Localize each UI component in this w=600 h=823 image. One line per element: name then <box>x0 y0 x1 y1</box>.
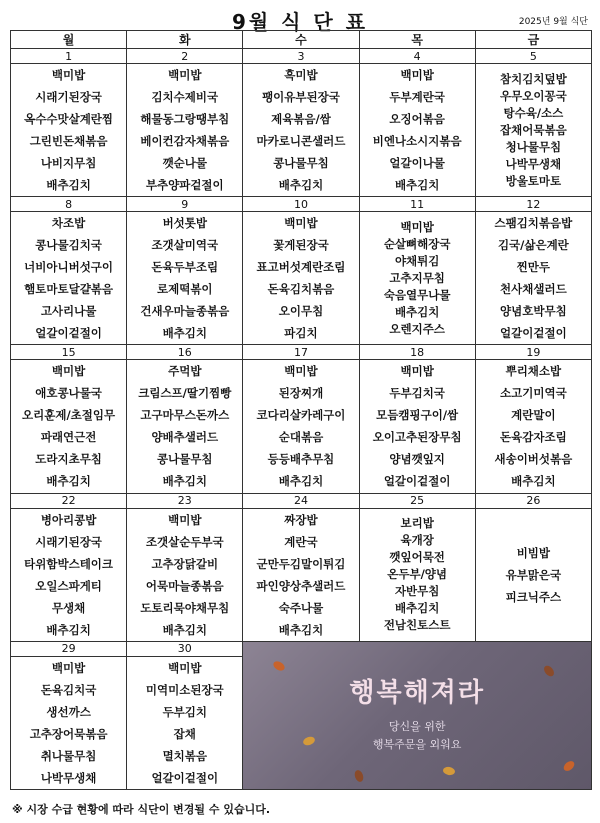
menu-item: 시래기된장국 <box>35 90 102 105</box>
menu-item: 자반무침 <box>394 584 440 599</box>
menu-item: 조갯살미역국 <box>151 238 219 253</box>
menu-item: 배추김치 <box>46 178 91 193</box>
menu-item: 병아리콩밥 <box>40 512 97 527</box>
menu-item: 깻잎어묵전 <box>389 550 445 565</box>
menu-cell <box>475 212 591 345</box>
date-number: 26 <box>475 493 591 508</box>
weekday-fri: 금 <box>475 31 591 49</box>
menu-item: 백미밥 <box>284 216 318 231</box>
menu-item: 배추김치 <box>46 622 91 637</box>
menu-row <box>11 360 592 493</box>
date-number: 29 <box>11 641 127 656</box>
menu-item: 어묵마늘종볶음 <box>145 578 224 593</box>
menu-item: 찐만두 <box>516 260 551 275</box>
menu-item: 얼갈이겉절이 <box>383 474 451 489</box>
date-number: 12 <box>475 197 591 212</box>
menu-item: 옥수수맛살계란찜 <box>24 112 114 127</box>
menu-item: 백미밥 <box>168 660 202 675</box>
menu-item: 백미밥 <box>284 364 318 379</box>
menu-item: 양배추샐러드 <box>151 430 219 445</box>
menu-cell <box>11 508 127 641</box>
menu-item: 배추김치 <box>162 474 207 489</box>
page-title: 9월 식 단 표 <box>231 10 369 34</box>
menu-item: 고추장어묵볶음 <box>29 726 108 741</box>
menu-cell <box>359 212 475 345</box>
decorative-banner <box>243 641 592 789</box>
menu-item: 등등배추무침 <box>267 452 335 467</box>
menu-cell <box>359 508 475 641</box>
menu-item: 배추김치 <box>394 304 440 319</box>
date-number: 23 <box>127 493 243 508</box>
menu-item: 육개장 <box>400 533 434 548</box>
menu-item: 팽이유부된장국 <box>262 90 340 105</box>
date-number: 16 <box>127 345 243 360</box>
menu-cell <box>243 508 359 641</box>
menu-item: 배추김치 <box>46 474 91 489</box>
date-number: 9 <box>127 197 243 212</box>
menu-item: 배추김치 <box>394 601 440 616</box>
menu-cell <box>359 64 475 197</box>
menu-item: 백미밥 <box>51 68 86 83</box>
menu-item: 청나물무침 <box>505 139 562 154</box>
menu-item: 생선까스 <box>46 704 91 719</box>
menu-item: 순대볶음 <box>278 430 324 445</box>
menu-item: 두부김치 <box>162 704 207 719</box>
weekday-wed: 수 <box>243 31 359 49</box>
menu-item: 파래연근전 <box>40 430 97 445</box>
menu-item: 배추김치 <box>162 622 207 637</box>
menu-item: 보리밥 <box>400 516 434 531</box>
menu-cell <box>127 360 243 493</box>
menu-item: 배추김치 <box>162 326 207 341</box>
footnote: ※ 시장 수급 현황에 따라 식단이 변경될 수 있습니다. <box>12 803 271 816</box>
date-number: 1 <box>11 49 127 64</box>
menu-item: 탕수육/소스 <box>503 105 564 120</box>
menu-item: 백미밥 <box>51 364 86 379</box>
menu-cell <box>11 64 127 197</box>
menu-item: 백미밥 <box>400 68 434 83</box>
menu-item: 계란국 <box>284 534 318 549</box>
date-row <box>11 641 592 656</box>
menu-item: 백미밥 <box>400 364 434 379</box>
date-number: 8 <box>11 197 127 212</box>
menu-item: 차조밥 <box>51 216 86 231</box>
banner-title: 행복해져라 <box>349 677 485 708</box>
menu-item: 두부계란국 <box>389 90 445 105</box>
menu-item: 소고기미역국 <box>500 386 567 401</box>
menu-item: 흑미밥 <box>284 68 318 83</box>
menu-item: 피크닉주스 <box>505 589 562 604</box>
menu-item: 나비지무침 <box>40 156 97 171</box>
menu-item: 돈육김치볶음 <box>267 282 335 297</box>
menu-item: 오일스파게티 <box>35 578 102 593</box>
menu-item: 베이컨감자채볶음 <box>140 134 230 149</box>
menu-item: 콩나물김치국 <box>35 238 102 253</box>
date-row <box>11 493 592 508</box>
menu-item: 파인양상추샐러드 <box>256 578 346 593</box>
menu-item: 너비아니버섯구이 <box>24 260 114 275</box>
banner-line-1: 당신을 위한 <box>388 719 446 733</box>
date-number: 11 <box>359 197 475 212</box>
weekday-thu: 목 <box>359 31 475 49</box>
menu-cell <box>127 64 243 197</box>
menu-item: 해물동그랑땡부침 <box>140 112 230 127</box>
menu-cell <box>11 656 127 789</box>
menu-item: 백미밥 <box>168 512 202 527</box>
menu-item: 새송이버섯볶음 <box>494 452 573 467</box>
menu-item: 파김치 <box>284 326 318 341</box>
menu-item: 배추김치 <box>278 474 324 489</box>
date-number: 10 <box>243 197 359 212</box>
menu-item: 백미밥 <box>168 68 202 83</box>
menu-item: 고사리나물 <box>40 304 97 319</box>
menu-cell <box>11 212 127 345</box>
date-number: 18 <box>359 345 475 360</box>
menu-item: 표고버섯계란조림 <box>256 260 346 275</box>
menu-item: 마카로니콘샐러드 <box>256 134 346 149</box>
menu-item: 방울토마토 <box>505 173 562 188</box>
menu-item: 콩나물무침 <box>273 156 329 171</box>
menu-item: 크림스프/딸기찜빵 <box>138 386 232 401</box>
menu-table <box>10 30 592 790</box>
weekday-header-row <box>11 31 592 49</box>
menu-item: 무생채 <box>51 600 86 615</box>
menu-item: 된장찌개 <box>278 386 324 401</box>
date-row <box>11 197 592 212</box>
menu-item: 도토리묵야채무침 <box>140 600 230 615</box>
menu-item: 타위함박스테이크 <box>24 556 114 571</box>
menu-item: 시래기된장국 <box>35 534 102 549</box>
menu-item: 숙음열무나물 <box>383 287 451 302</box>
menu-item: 제육볶음/쌈 <box>271 112 331 127</box>
menu-item: 주먹밥 <box>168 364 202 379</box>
menu-item: 돈육김치국 <box>40 682 97 697</box>
menu-item: 햄토마토달걀볶음 <box>24 282 114 297</box>
menu-item: 고구마무스돈까스 <box>140 408 230 423</box>
menu-item: 오리훈제/초절임무 <box>22 408 116 423</box>
menu-item: 로제떡볶이 <box>157 282 213 297</box>
menu-item: 순살뼈해장국 <box>383 236 451 251</box>
menu-row <box>11 508 592 641</box>
menu-item: 양념깻잎지 <box>389 452 445 467</box>
menu-item: 뿌리채소밥 <box>505 364 562 379</box>
date-row <box>11 345 592 360</box>
menu-cell <box>359 360 475 493</box>
menu-item: 나박무생채 <box>505 156 562 171</box>
menu-item: 콩나물무침 <box>157 452 213 467</box>
menu-item: 유부맑은국 <box>505 567 562 582</box>
menu-item: 온두부/양념 <box>387 567 448 582</box>
menu-item: 멸치볶음 <box>162 748 207 763</box>
menu-item: 비엔나소시지볶음 <box>372 134 462 149</box>
date-number: 24 <box>243 493 359 508</box>
menu-item: 군만두김말이튀김 <box>256 556 346 571</box>
menu-item: 김국/삶은계란 <box>497 238 569 253</box>
menu-item: 배추김치 <box>511 474 556 489</box>
menu-item: 고추장닭갈비 <box>151 556 219 571</box>
menu-item: 그린빈돈채볶음 <box>29 134 108 149</box>
menu-item: 얼갈이나물 <box>389 156 445 171</box>
menu-cell <box>11 360 127 493</box>
menu-item: 오이고추된장무침 <box>372 430 462 445</box>
menu-item: 두부김치국 <box>389 386 445 401</box>
menu-item: 깻순나물 <box>162 156 207 171</box>
menu-item: 나박무생채 <box>40 770 97 785</box>
menu-item: 스팸김치볶음밥 <box>494 216 573 231</box>
menu-item: 애호콩나물국 <box>35 386 102 401</box>
menu-item: 숙주나물 <box>278 600 324 615</box>
menu-item: 잡채 <box>173 726 196 741</box>
menu-item: 백미밥 <box>400 219 434 234</box>
menu-item: 조갯살순두부국 <box>145 534 224 549</box>
weekday-mon: 월 <box>11 31 127 49</box>
menu-cell <box>475 360 591 493</box>
menu-item: 고추지무침 <box>389 270 445 285</box>
menu-item: 계란말이 <box>511 408 556 423</box>
menu-item: 우무오이꽁국 <box>500 88 567 103</box>
menu-item: 돈육감자조림 <box>500 430 567 445</box>
date-number: 3 <box>243 49 359 64</box>
menu-item: 돈육두부조림 <box>151 260 219 275</box>
menu-cell <box>475 64 591 197</box>
menu-item: 짜장밥 <box>284 512 318 527</box>
menu-row <box>11 212 592 345</box>
menu-item: 배추김치 <box>394 178 440 193</box>
menu-item: 미역미소된장국 <box>145 682 224 697</box>
menu-item: 참치김치덮밥 <box>500 71 567 86</box>
menu-item: 얼갈이겉절이 <box>35 326 102 341</box>
menu-cell <box>127 212 243 345</box>
menu-item: 부추양파겉절이 <box>145 178 224 193</box>
banner-background <box>243 642 591 789</box>
menu-item: 버섯톳밥 <box>162 216 207 231</box>
banner-line-2: 행복주문을 외워요 <box>372 737 462 751</box>
menu-item: 꽃게된장국 <box>273 238 329 253</box>
menu-item: 취나물무침 <box>40 748 97 763</box>
page-subtitle: 2025년 9월 식단 <box>518 17 588 27</box>
menu-item: 건새우마늘종볶음 <box>140 304 230 319</box>
weekday-tue: 화 <box>127 31 243 49</box>
menu-cell <box>243 360 359 493</box>
menu-item: 전남친토스트 <box>383 618 451 633</box>
menu-item: 백미밥 <box>51 660 86 675</box>
date-number: 15 <box>11 345 127 360</box>
menu-item: 도라지초무침 <box>35 452 102 467</box>
menu-item: 야채튀김 <box>394 253 440 268</box>
menu-row <box>11 64 592 197</box>
menu-cell <box>475 508 591 641</box>
menu-cell <box>243 64 359 197</box>
date-number: 19 <box>475 345 591 360</box>
date-number: 25 <box>359 493 475 508</box>
menu-item: 얼갈이겉절이 <box>151 770 219 785</box>
date-number: 4 <box>359 49 475 64</box>
menu-item: 오이무침 <box>278 304 324 319</box>
date-number: 22 <box>11 493 127 508</box>
date-number: 17 <box>243 345 359 360</box>
date-number: 30 <box>127 641 243 656</box>
menu-cell <box>127 656 243 789</box>
menu-item: 배추김치 <box>278 178 324 193</box>
menu-item: 얼갈이겉절이 <box>500 326 567 341</box>
menu-item: 비빔밥 <box>516 545 551 560</box>
date-number: 5 <box>475 49 591 64</box>
menu-item: 양념호박무침 <box>500 304 567 319</box>
menu-item: 모듬캠핑구이/쌈 <box>376 408 459 423</box>
date-number: 2 <box>127 49 243 64</box>
date-row <box>11 49 592 64</box>
menu-item: 코다리살카레구이 <box>256 408 346 423</box>
menu-item: 김치수제비국 <box>151 90 219 105</box>
menu-item: 오렌지주스 <box>389 321 445 336</box>
menu-cell <box>127 508 243 641</box>
menu-item: 천사채샐러드 <box>500 282 567 297</box>
menu-item: 오징어볶음 <box>389 112 445 127</box>
menu-item: 잡채어묵볶음 <box>500 122 567 137</box>
menu-cell <box>243 212 359 345</box>
menu-item: 배추김치 <box>278 622 324 637</box>
